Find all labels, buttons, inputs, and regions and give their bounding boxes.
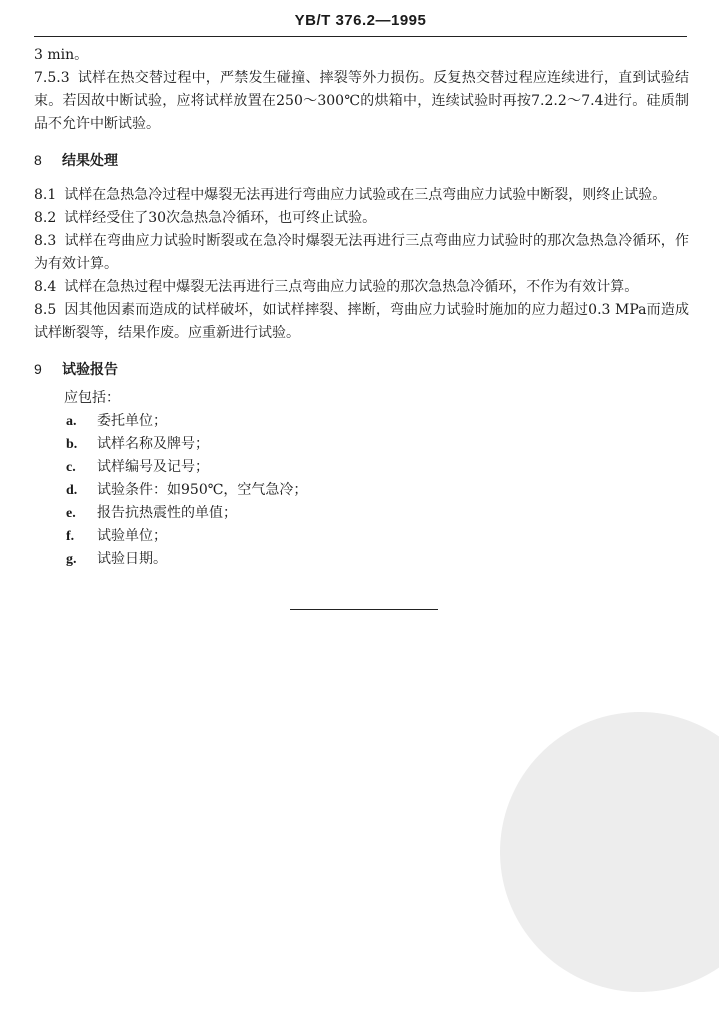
clause-8-1 <box>34 184 689 207</box>
clause-number: 8.3 <box>34 233 57 249</box>
section-number: 8 <box>34 152 42 168</box>
list-item <box>34 433 689 456</box>
clause-number: 8.5 <box>34 302 57 318</box>
item-text: 试验条件：如950℃，空气急冷； <box>97 482 308 498</box>
list-item <box>34 456 689 479</box>
item-text: 试样名称及牌号； <box>97 436 209 452</box>
report-lead: 应包括： <box>64 390 120 406</box>
section-title: 试验报告 <box>62 361 118 377</box>
item-text: 试验日期。 <box>97 551 167 567</box>
item-letter: d. <box>66 483 78 498</box>
clause-7-5-3 <box>34 67 689 136</box>
list-item <box>34 502 689 525</box>
section-heading-9 <box>34 357 689 381</box>
section-title: 结果处理 <box>62 152 118 168</box>
clause-8-4 <box>34 276 689 299</box>
item-text: 报告抗热震性的单值； <box>97 505 237 521</box>
clause-text: 试样在弯曲应力试验时断裂或在急冷时爆裂无法再进行三点弯曲应力试验时的那次急热急冷循环，作为有效计算。 <box>34 233 689 272</box>
item-letter: a. <box>66 414 77 429</box>
item-text: 试验单位； <box>97 528 167 544</box>
paragraph-text: 3 min。 <box>34 47 89 63</box>
clause-8-3 <box>34 230 689 276</box>
list-item <box>34 548 689 571</box>
item-letter: f. <box>66 529 75 544</box>
item-letter: g. <box>66 552 77 567</box>
section-heading-8 <box>34 148 689 172</box>
clause-8-5 <box>34 299 689 345</box>
list-item <box>34 410 689 433</box>
item-letter: e. <box>66 506 76 521</box>
clause-number: 8.4 <box>34 279 57 295</box>
clause-text: 试样在急热过程中爆裂无法再进行三点弯曲应力试验的那次急热急冷循环，不作为有效计算。 <box>64 279 639 295</box>
clause-text: 试样在热交替过程中，严禁发生碰撞、摔裂等外力损伤。反复热交替过程应连续进行，直到试验结束。若因故中断试验，应将试样放置在250～300℃的烘箱中，连续试验时再按7.2.2～7.4进行。硅质制品不允许中断试验。 <box>34 70 689 132</box>
clause-number: 7.5.3 <box>34 70 70 86</box>
clause-text: 试样经受住了30次急热急冷循环，也可终止试验。 <box>64 210 377 226</box>
document-body <box>34 44 689 571</box>
paragraph-continuation <box>34 44 689 67</box>
clause-number: 8.1 <box>34 187 57 203</box>
item-letter: c. <box>66 460 76 475</box>
standard-code-header: YB/T 376.2—1995 <box>34 10 687 37</box>
item-text: 委托单位； <box>97 413 167 429</box>
item-text: 试样编号及记号； <box>97 459 209 475</box>
archive-stamp-watermark <box>464 676 719 1028</box>
clause-8-2 <box>34 207 689 230</box>
item-letter: b. <box>66 437 78 452</box>
clause-text: 试样在急热急冷过程中爆裂无法再进行弯曲应力试验或在三点弯曲应力试验中断裂，则终止试验。 <box>64 187 667 203</box>
list-item <box>34 479 689 502</box>
clause-text: 因其他因素而造成的试样破坏，如试样摔裂、摔断，弯曲应力试验时施加的应力超过0.3 MPa而造成试样断裂等，结果作废。应重新进行试验。 <box>34 302 689 341</box>
list-item <box>34 525 689 548</box>
clause-number: 8.2 <box>34 210 57 226</box>
end-of-document-rule <box>290 609 438 610</box>
section-number: 9 <box>34 361 42 377</box>
